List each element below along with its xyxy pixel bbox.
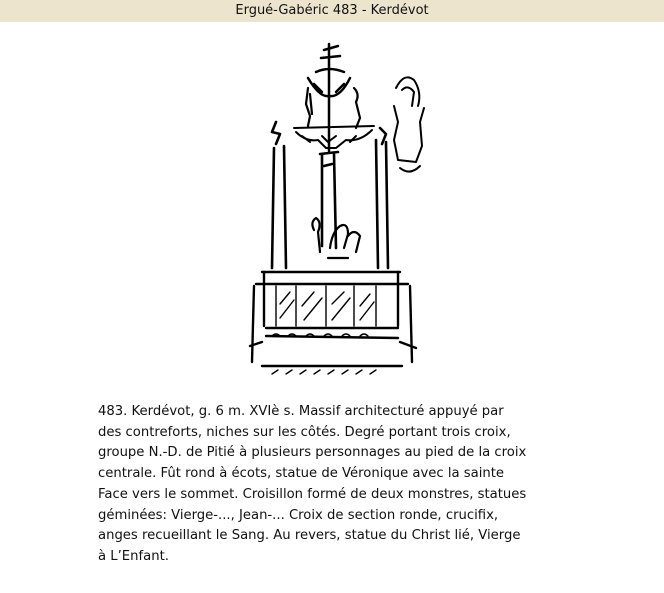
croisillon [294,126,374,148]
caption [98,402,598,568]
left-column [272,122,286,268]
caption-line: 483. Kerdévot, g. 6 m. XVIè s. Massif architecturé appuyé par [98,404,504,419]
page-title: Ergué-Gabéric 483 - Kerdévot [235,3,429,18]
central-shaft [320,152,338,248]
virgin-statue [394,77,424,171]
caption-line: centrale. Fût rond à écots, statue de Véronique avec la sainte [98,466,505,482]
right-column [376,128,388,268]
niches [272,286,376,374]
side-figures [306,88,360,128]
caption-line: géminées: Vierge-..., Jean-... Croix de section ronde, crucifix, [98,507,499,523]
top-crucifix [308,44,350,151]
caption-line: Face vers le sommet. Croisillon formé de deux monstres, statues [98,486,527,502]
caption-line: groupe N.-D. de Pitié à plusieurs personnages au pied de la croix [98,445,527,461]
caption-line: à L’Enfant. [98,548,169,564]
calvary-sketch [236,36,426,381]
caption-line: anges recueillant le Sang. Au revers, statue du Christ lié, Vierge [98,528,521,544]
page-header [0,0,664,22]
caption-line: des contreforts, niches sur les côtés. Degré portant trois croix, [98,424,511,440]
